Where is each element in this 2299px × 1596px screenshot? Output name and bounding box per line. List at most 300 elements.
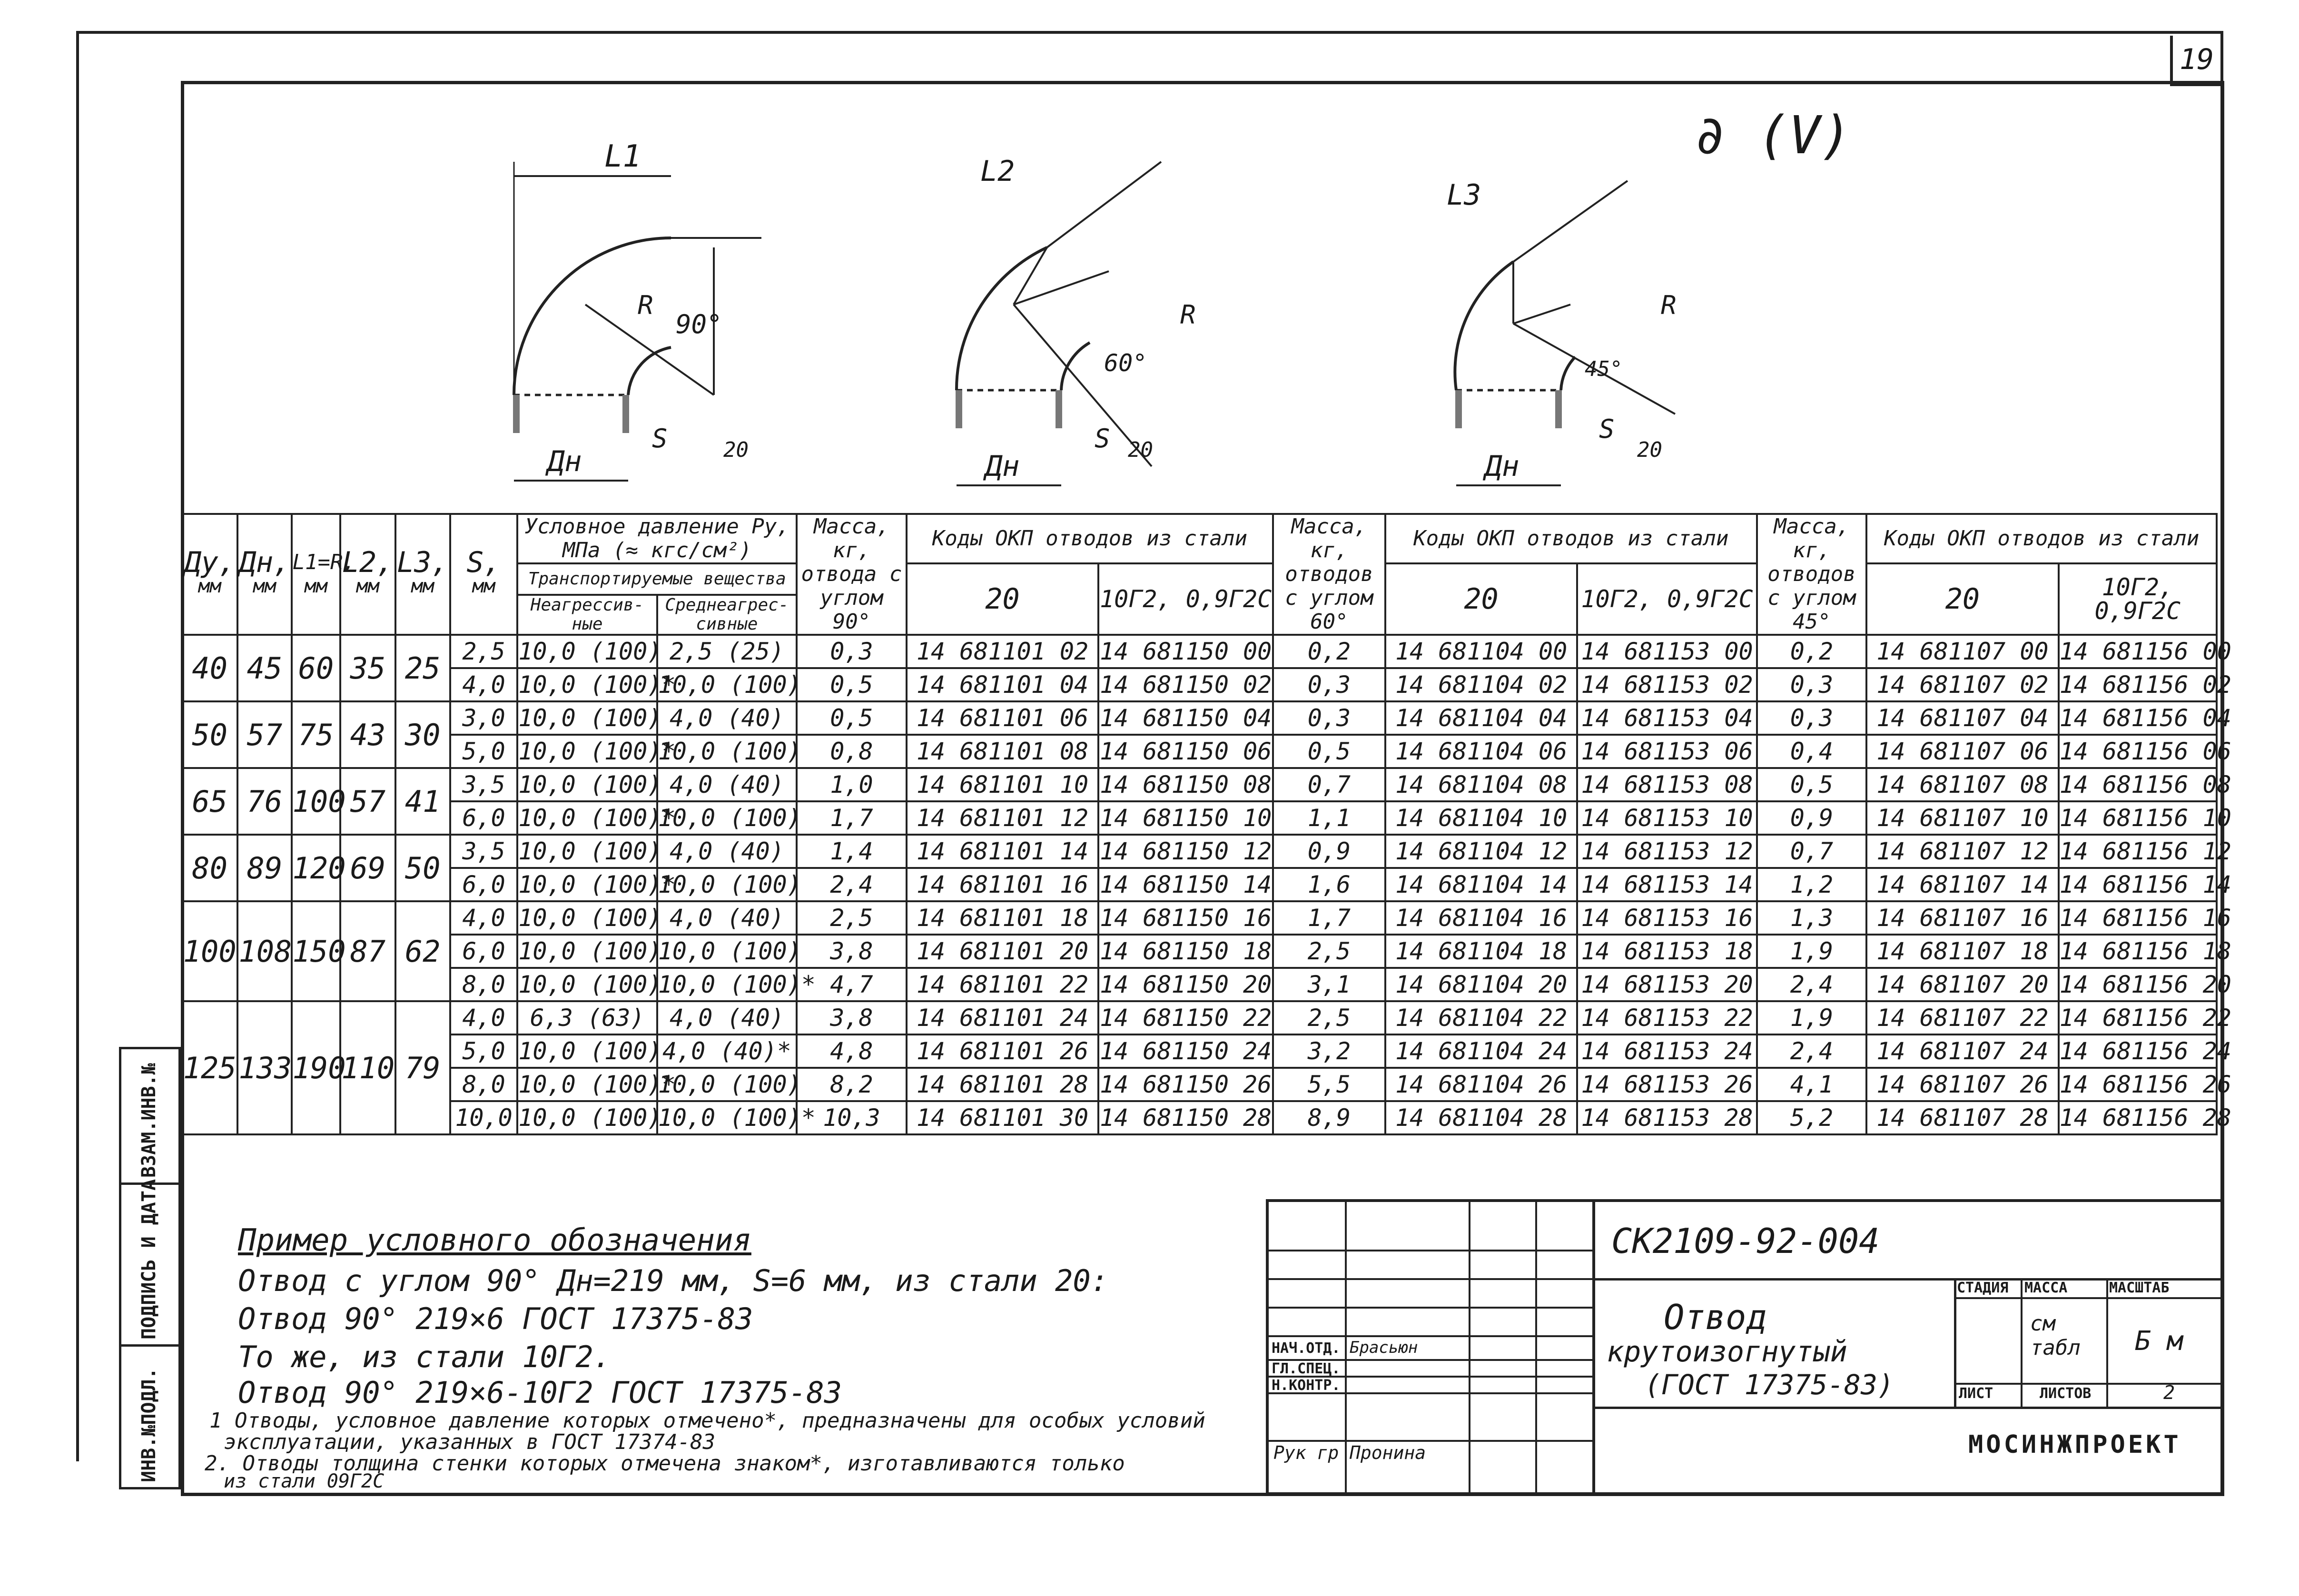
cell-l2: 110 [340,1001,395,1134]
cell-dy: 80 [182,835,237,901]
cell-dn: 133 [237,1001,291,1134]
th-midaggr: Среднеагрес-сивные [657,595,797,635]
cell-value: 10,0 (100) [517,768,657,801]
cell-value: 0,2 [1757,635,1867,668]
cell-value: 14 681156 26 [2059,1068,2217,1101]
cell-dy: 40 [182,635,237,701]
cell-value: 14 681153 06 [1577,735,1756,768]
cell-l1: 75 [292,701,341,768]
title-line-1: Отвод [1664,1297,1767,1337]
cell-value: 14 681156 16 [2059,901,2217,935]
table-row [182,1068,2217,1101]
cell-value: 14 681104 04 [1385,701,1577,735]
cell-value: 2,5 [1273,935,1385,968]
elbow-60-drawing [904,105,1275,514]
cell-value: 14 681104 02 [1385,668,1577,701]
cell-value: 14 681104 00 [1385,635,1577,668]
cell-value: 4,0 (40) [657,901,797,935]
table-row [182,968,2217,1001]
cell-value: 14 681101 08 [907,735,1098,768]
label-S-90: S [652,424,668,453]
th-steel10g2-a: 10Г2, 0,9Г2С [1098,563,1273,635]
cell-value: 14 681104 08 [1385,768,1577,801]
cell-l3: 62 [395,901,450,1001]
cell-value: 4,0 [450,1001,517,1034]
cell-value: 2,4 [1757,968,1867,1001]
label-R-90: R [638,290,653,320]
cell-value: 14 681153 28 [1577,1101,1756,1134]
cell-value: 14 681150 08 [1098,768,1273,801]
cell-value: 14 681156 04 [2059,701,2217,735]
cell-value: 14 681153 18 [1577,935,1756,968]
cell-l1: 120 [292,835,341,901]
cell-value: 10,0 (100)* [517,868,657,901]
cell-value: 1,3 [1757,901,1867,935]
cell-value: 14 681107 22 [1866,1001,2058,1034]
cell-value: 2,4 [797,868,907,901]
table-row [182,868,2217,901]
cell-value: 14 681107 28 [1866,1101,2058,1134]
stage-header: СТАДИЯ [1957,1280,2009,1296]
cell-value: 0,2 [1273,635,1385,668]
cell-value: 14 681156 12 [2059,835,2217,868]
cell-value: 0,9 [1757,801,1867,835]
label-rough-45: 20 [1637,438,1662,462]
cell-value: 5,0 [450,1034,517,1068]
cell-value: 10,0 (100) [517,1034,657,1068]
cell-value: 3,0 [450,701,517,735]
cell-value: 14 681156 06 [2059,735,2217,768]
cell-value: 14 681150 00 [1098,635,1273,668]
cell-dn: 57 [237,701,291,768]
cell-l3: 30 [395,701,450,768]
th-steel20-c: 20 [1866,563,2058,635]
cell-value: 0,7 [1273,768,1385,801]
cell-value: 14 681156 02 [2059,668,2217,701]
cell-value: 14 681153 16 [1577,901,1756,935]
cell-l2: 87 [340,901,395,1001]
cell-value: 10,0 (100) [517,635,657,668]
footnote-1b: эксплуатации, указанных в ГОСТ 17374-83 [224,1430,716,1454]
cell-value: 4,0 (40) [657,835,797,868]
cell-value: 14 681107 12 [1866,835,2058,868]
role-2: ГЛ.СПЕЦ. [1272,1360,1341,1377]
cell-value: 0,8 [797,735,907,768]
table-row [182,735,2217,768]
cell-value: 1,6 [1273,868,1385,901]
cell-value: 14 681153 00 [1577,635,1756,668]
cell-value: 10,0 (100) [657,868,797,901]
role-1: НАЧ.ОТД. [1272,1340,1341,1357]
cell-value: 14 681156 22 [2059,1001,2217,1034]
cell-value: 14 681150 02 [1098,668,1273,701]
footnote-2a: 2. Отводы толщина стенки которых отмечена знаком*, изготавливаются только [205,1451,1125,1476]
scale-value: Б м [2135,1326,2183,1357]
cell-value: 2,5 (25) [657,635,797,668]
th-codes90: Коды ОКП отводов из стали [907,514,1273,563]
cell-value: 14 681156 14 [2059,868,2217,901]
cell-value: 10,0 (100)* [657,1101,797,1134]
cell-value: 14 681101 30 [907,1101,1098,1134]
cell-dy: 65 [182,768,237,835]
cell-value: 2,5 [797,901,907,935]
table-row [182,1034,2217,1068]
cell-l3: 50 [395,835,450,901]
cell-value: 14 681107 10 [1866,801,2058,835]
cell-value: 14 681101 10 [907,768,1098,801]
cell-value: 8,0 [450,1068,517,1101]
label-rough-60: 20 [1128,438,1153,462]
cell-value: 1,9 [1757,935,1867,968]
cell-value: 14 681150 22 [1098,1001,1273,1034]
cell-l2: 57 [340,768,395,835]
table-row [182,1001,2217,1034]
cell-value: 14 681156 28 [2059,1101,2217,1134]
th-l1: L1=R, мм [292,514,341,635]
cell-value: 5,0 [450,735,517,768]
cell-value: 14 681150 20 [1098,968,1273,1001]
cell-l3: 79 [395,1001,450,1134]
title-line-2: крутоизогнутый [1607,1335,1847,1369]
label-Dn-90: Дн [547,445,582,478]
cell-l1: 190 [292,1001,341,1134]
page-number: 19 [2170,36,2220,86]
label-angle-90: 90° [676,309,722,339]
cell-value: 14 681107 16 [1866,901,2058,935]
label-S-45: S [1599,414,1615,444]
th-steel10g2-c: 10Г2, 0,9Г2С [2059,563,2217,635]
doc-code: СК2109-92-004 [1611,1221,1880,1261]
elbow-90-drawing [428,105,857,514]
cell-value: 14 681107 26 [1866,1068,2058,1101]
cell-value: 0,5 [797,701,907,735]
label-R-45: R [1661,290,1677,320]
th-l3: L3, мм [395,514,450,635]
cell-value: 14 681150 14 [1098,868,1273,901]
cell-value: 10,0 (100) [517,968,657,1001]
label-R-60: R [1180,300,1196,330]
cell-value: 14 681104 18 [1385,935,1577,968]
example-title: Пример условного обозначения [238,1223,751,1258]
cell-value: 0,5 [797,668,907,701]
cell-dn: 108 [237,901,291,1001]
sheets-value: 2 [2163,1382,2175,1404]
cell-value: 4,0 (40) [657,768,797,801]
mass-header: МАССА [2024,1280,2068,1296]
cell-l1: 60 [292,635,341,701]
cell-value: 14 681107 08 [1866,768,2058,801]
cell-value: 0,9 [1273,835,1385,868]
cell-value: 14 681101 24 [907,1001,1098,1034]
cell-l1: 150 [292,901,341,1001]
cell-value: 0,3 [1273,668,1385,701]
cell-value: 14 681150 28 [1098,1101,1273,1134]
cell-value: 4,8 [797,1034,907,1068]
cell-value: 14 681101 12 [907,801,1098,835]
example-line-2: Отвод 90° 219×6 ГОСТ 17375-83 [238,1301,753,1336]
cell-value: 14 681101 04 [907,668,1098,701]
cell-value: 10,0 [450,1101,517,1134]
cell-value: 1,4 [797,835,907,868]
table-row [182,801,2217,835]
cell-dy: 50 [182,701,237,768]
th-s: S, мм [450,514,517,635]
th-dn: Дн, мм [237,514,291,635]
cell-value: 6,0 [450,935,517,968]
title-line-3: (ГОСТ 17375-83) [1645,1369,1894,1401]
title-block [1266,1199,2223,1495]
cell-value: 10,0 (100) [517,901,657,935]
cell-dn: 45 [237,635,291,701]
cell-value: 14 681101 26 [907,1034,1098,1068]
sheets-label: ЛИСТОВ [2040,1385,2092,1402]
cell-value: 14 681150 24 [1098,1034,1273,1068]
figure-elbow-45 [1332,105,1751,514]
label-rough-90: 20 [723,438,749,462]
label-Dn-60: Дн [985,450,1020,483]
cell-dy: 100 [182,901,237,1001]
th-codes45: Коды ОКП отводов из стали [1866,514,2217,563]
cell-value: 0,3 [1757,701,1867,735]
cell-value: 0,3 [797,635,907,668]
table-row [182,701,2217,735]
cell-value: 10,0 (100) [657,668,797,701]
table-row [182,935,2217,968]
cell-value: 8,0 [450,968,517,1001]
th-steel20-b: 20 [1385,563,1577,635]
cell-value: 14 681104 26 [1385,1068,1577,1101]
cell-value: 14 681104 12 [1385,835,1577,868]
cell-value: 14 681107 02 [1866,668,2058,701]
cell-value: 0,3 [1757,668,1867,701]
cell-dn: 76 [237,768,291,835]
cell-value: 14 681107 20 [1866,968,2058,1001]
cell-value: 1,7 [1273,901,1385,935]
cell-value: 14 681104 14 [1385,868,1577,901]
figure-elbow-90 [428,105,857,514]
cell-value: 6,3 (63) [517,1001,657,1034]
cell-value: 14 681150 16 [1098,901,1273,935]
cell-value: 4,7 [797,968,907,1001]
cell-value: 0,7 [1757,835,1867,868]
label-L1: L1 [604,139,641,174]
elbow-spec-table [181,513,2231,1135]
cell-value: 8,2 [797,1068,907,1101]
footnote-1a: 1 Отводы, условное давление которых отмечено*, предназначены для особых условий [209,1409,1205,1433]
label-angle-45: 45° [1585,357,1623,381]
cell-value: 14 681101 20 [907,935,1098,968]
cell-value: 0,5 [1757,768,1867,801]
cell-value: 14 681101 18 [907,901,1098,935]
cell-value: 14 681104 16 [1385,901,1577,935]
mass-value: см табл [2030,1311,2081,1360]
cell-value: 4,1 [1757,1068,1867,1101]
th-transported: Транспортируемые вещества [517,563,797,595]
th-nonaggr: Неагрессив-ные [517,595,657,635]
label-angle-60: 60° [1104,349,1147,377]
cell-l1: 100 [292,768,341,835]
cell-value: 1,1 [1273,801,1385,835]
cell-value: 10,0 (100)* [517,801,657,835]
cell-value: 1,2 [1757,868,1867,901]
cell-value: 14 681156 00 [2059,635,2217,668]
label-L2: L2 [980,155,1015,188]
example-line-1: Отвод с углом 90° Дн=219 мм, S=6 мм, из стали 20: [238,1263,1109,1298]
table-row [182,901,2217,935]
cell-value: 14 681156 08 [2059,768,2217,801]
cell-value: 14 681104 22 [1385,1001,1577,1034]
cell-l2: 35 [340,635,395,701]
cell-value: 3,2 [1273,1034,1385,1068]
cell-value: 14 681107 06 [1866,735,2058,768]
cell-value: 6,0 [450,801,517,835]
cell-value: 2,4 [1757,1034,1867,1068]
cell-value: 4,0 (40) [657,701,797,735]
cell-value: 4,0 (40) [657,1001,797,1034]
cell-value: 10,0 (100) [657,1068,797,1101]
role-3: Н.КОНТР. [1272,1377,1341,1394]
cell-value: 10,0 (100) [517,1101,657,1134]
cell-value: 0,5 [1273,735,1385,768]
cell-value: 10,0 (100)* [657,968,797,1001]
cell-value: 14 681153 08 [1577,768,1756,801]
cell-l2: 43 [340,701,395,768]
table-row [182,835,2217,868]
cell-value: 10,0 (100) [517,701,657,735]
cell-value: 14 681156 20 [2059,968,2217,1001]
cell-value: 5,2 [1757,1101,1867,1134]
cell-value: 4,0 (40)* [657,1034,797,1068]
cell-value: 0,3 [1273,701,1385,735]
cell-value: 10,0 (100) [657,935,797,968]
organization: МОСИНЖПРОЕКТ [1968,1430,2181,1459]
th-mass45: Масса, кг, отводов с углом 45° [1757,514,1867,635]
cell-value: 14 681153 10 [1577,801,1756,835]
cell-value: 1,7 [797,801,907,835]
cell-value: 10,0 (100)* [517,668,657,701]
cell-value: 14 681104 28 [1385,1101,1577,1134]
cell-value: 14 681107 14 [1866,868,2058,901]
cell-value: 14 681101 22 [907,968,1098,1001]
cell-value: 10,0 (100) [657,735,797,768]
footnote-2b: из стали 09Г2С [224,1470,385,1492]
cell-value: 14 681104 10 [1385,801,1577,835]
cell-value: 14 681150 18 [1098,935,1273,968]
cell-value: 10,0 (100) [517,835,657,868]
cell-value: 14 681107 18 [1866,935,2058,968]
cell-value: 14 681150 04 [1098,701,1273,735]
example-line-3: То же, из стали 10Г2. [238,1340,611,1374]
label-L3: L3 [1447,178,1481,212]
cell-value: 3,8 [797,1001,907,1034]
cell-value: 14 681150 26 [1098,1068,1273,1101]
cell-value: 14 681101 28 [907,1068,1098,1101]
th-mass60: Масса, кг, отводов с углом 60° [1273,514,1385,635]
cell-value: 14 681156 10 [2059,801,2217,835]
cell-value: 5,5 [1273,1068,1385,1101]
elbow-45-drawing [1332,105,1751,514]
cell-value: 2,5 [1273,1001,1385,1034]
name-1: Брасьюн [1350,1338,1418,1357]
figure-elbow-60 [904,105,1275,514]
cell-value: 0,4 [1757,735,1867,768]
cell-value: 14 681104 06 [1385,735,1577,768]
cell-value: 14 681101 16 [907,868,1098,901]
th-mass90: Масса, кг, отвода с углом 90° [797,514,907,635]
cell-value: 6,0 [450,868,517,901]
th-dy: Ду, мм [182,514,237,635]
cell-value: 14 681150 10 [1098,801,1273,835]
side-stamp [119,1047,181,1489]
side-label-3: ВЗАМ.ИНВ.№ [138,1063,160,1178]
sheet-label: ЛИСТ [1959,1385,1993,1402]
role-4: Рук гр [1273,1442,1339,1463]
table-row [182,668,2217,701]
cell-l2: 69 [340,835,395,901]
side-label-2: ПОДПИСЬ И ДАТА [138,1179,160,1340]
label-Dn-45: Дн [1485,450,1520,483]
cell-value: 14 681150 12 [1098,835,1273,868]
cell-value: 14 681104 20 [1385,968,1577,1001]
cell-value: 1,9 [1757,1001,1867,1034]
cell-value: 10,0 (100)* [517,735,657,768]
label-S-60: S [1095,424,1110,453]
cell-value: 3,5 [450,835,517,868]
cell-value: 14 681150 06 [1098,735,1273,768]
cell-value: 10,0 (100) [657,801,797,835]
table-body [182,635,2231,1134]
cell-value: 14 681156 18 [2059,935,2217,968]
th-steel20-a: 20 [907,563,1098,635]
cell-value: 10,3 [797,1101,907,1134]
th-codes60: Коды ОКП отводов из стали [1385,514,1757,563]
th-steel10g2-b: 10Г2, 0,9Г2С [1577,563,1756,635]
cell-value: 14 681107 04 [1866,701,2058,735]
cell-value: 14 681153 26 [1577,1068,1756,1101]
cell-value: 14 681107 00 [1866,635,2058,668]
th-pressure: Условное давление Ру, МПа (≈ кгс/см²) [517,514,797,563]
cell-dn: 89 [237,835,291,901]
side-label-1: ИНВ.№ПОДЛ. [138,1368,160,1482]
cell-value: 1,0 [797,768,907,801]
cell-value: 10,0 (100)* [517,1068,657,1101]
cell-value: 14 681153 12 [1577,835,1756,868]
cell-value: 14 681104 24 [1385,1034,1577,1068]
cell-value: 14 681156 24 [2059,1034,2217,1068]
cell-value: 14 681153 04 [1577,701,1756,735]
cell-value: 4,0 [450,901,517,935]
cell-l3: 25 [395,635,450,701]
cell-value: 10,0 (100) [517,935,657,968]
scale-header: МАСШТАБ [2109,1280,2170,1296]
cell-value: 14 681101 02 [907,635,1098,668]
cell-value: 14 681101 06 [907,701,1098,735]
cell-value: 4,0 [450,668,517,701]
table-row [182,768,2217,801]
th-l2: L2, мм [340,514,395,635]
cell-value: 14 681153 22 [1577,1001,1756,1034]
cell-value: 14 681101 14 [907,835,1098,868]
cell-value: 3,1 [1273,968,1385,1001]
hand-mark: ∂ (V) [1694,105,1852,166]
example-line-4: Отвод 90° 219×6-10Г2 ГОСТ 17375-83 [238,1375,842,1410]
cell-value: 14 681107 24 [1866,1034,2058,1068]
cell-l3: 41 [395,768,450,835]
cell-value: 3,8 [797,935,907,968]
table-row [182,1101,2217,1134]
cell-value: 14 681153 20 [1577,968,1756,1001]
table-row [182,635,2217,668]
